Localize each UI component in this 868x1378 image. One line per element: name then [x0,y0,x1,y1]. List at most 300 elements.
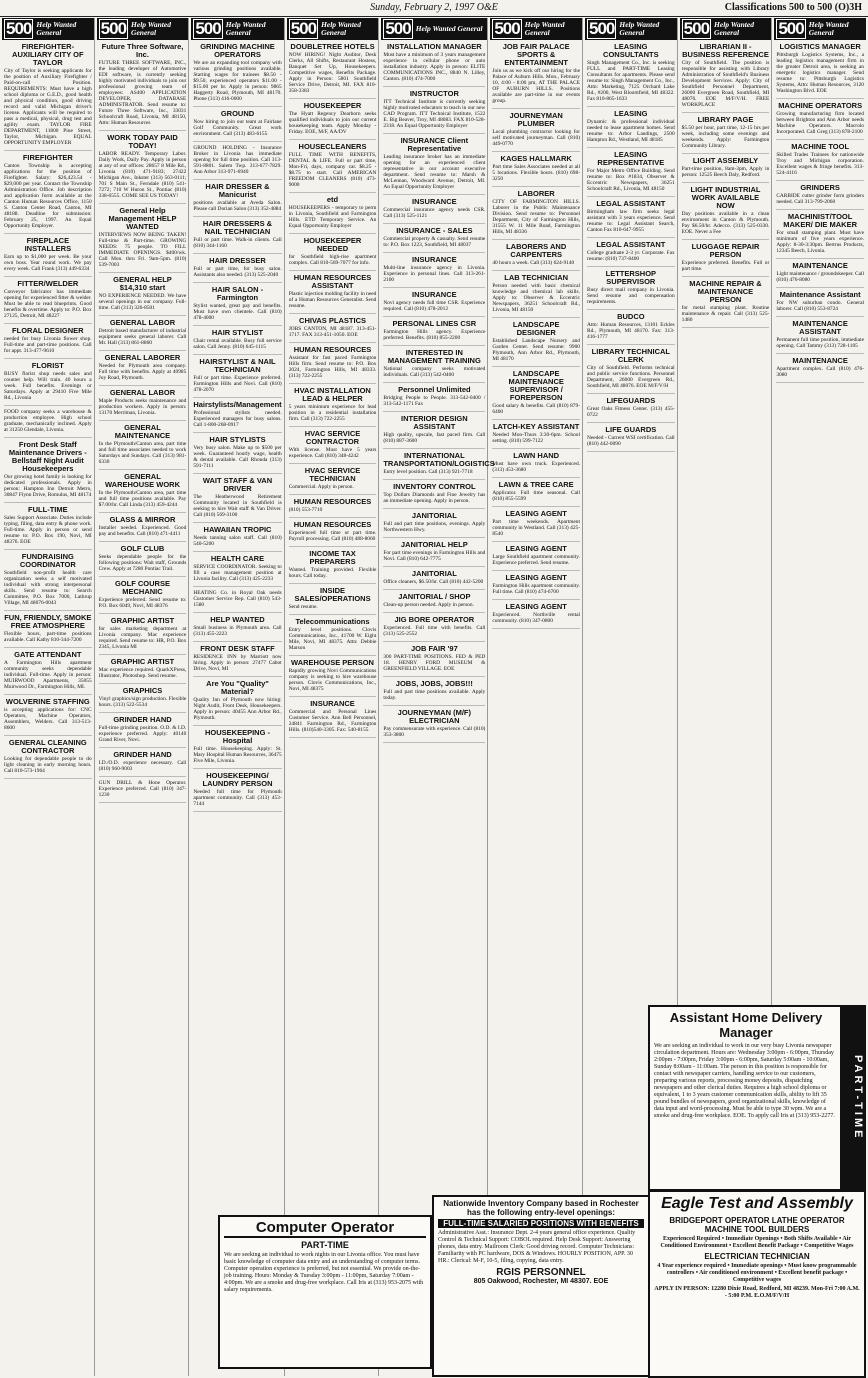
classified-ad [193,145,281,180]
ad-text: Seeks dependable people for the following positions: Wait staff, Grounds Crew. Apply at 7280 Pontiac Trail. [98,554,187,572]
classified-ad [193,590,281,613]
classified-ad [383,43,485,87]
ad-heading: LABORER [517,189,555,198]
classified-ad [776,357,864,383]
classified-ad [383,512,485,538]
ad-heading: INSTALLATION MANAGER [386,42,482,51]
classified-ad [587,397,675,423]
column-4 [287,18,380,1376]
ad-heading: INTERNATIONAL TRANSPORTATION/LOGISTICS [383,451,495,468]
classified-ad [492,574,580,600]
ad-heading: INSURANCE [310,699,355,708]
ad-text: Singh Management Co., Inc. is seeking FULL and PART-TIME Leasing Consultants for apartments. Please send resume to: Singh Management Co., Inc., Attn: Marketing, 7125 Orchard Lake Rd., #200, West Bloomfield, MI 48322. Fax 810-865-1633 [587,60,675,102]
section-label: Help Wanted General [321,20,361,37]
classified-ad [193,329,281,355]
ad-heading: LAB TECHNICIAN [504,273,569,282]
ad-text: Bridging People to People. 313-542-0400 / 313-542-1171 Fax [383,395,486,407]
classified-ad [99,473,187,513]
ad-heading: INSIDE SALES/OPERATIONS [294,586,371,603]
classified-ad [289,618,377,656]
ad-text: Full-time grinding position. O.D. & I.D. experience preferred. Apply: 40140 Grand River, Novi. [98,725,187,743]
ad-heading: LIGHT ASSEMBLY [692,156,759,165]
ad-title: Assistant Home Delivery Manager [669,1010,823,1040]
classified-ad [383,198,485,224]
ad-heading: GRINDING MACHINE OPERATORS [200,42,275,59]
section-number: 500 [494,19,520,38]
classified-ad [776,184,864,210]
ad-heading: GOLF COURSE MECHANIC [114,579,170,596]
ad-heading: HOUSEKEEPING/ LAUNDRY PERSON [202,771,273,788]
ad-heading: HVAC SERVICE CONTRACTOR [304,429,361,446]
ad-subtitle: PART-TIME [301,1240,349,1250]
classified-ad [383,616,485,642]
ad-heading: LIBRARY PAGE [697,115,754,124]
ad-heading: GATE ATTENDANT [14,650,82,659]
classified-ad [383,386,485,412]
classified-ad [289,700,377,738]
classified-ad [289,196,377,234]
ad-heading: HAIR DRESSERS & NAIL TECHNICIAN [202,219,273,236]
classified-ad [492,481,580,507]
section-label: Help Wanted General [225,20,266,37]
ad-heading: GRAPHIC ARTIST [110,657,175,666]
ad-heading: Future Three Software, Inc. [101,42,184,59]
ad-heading: GROUND [220,109,255,118]
section-header [191,18,283,40]
ad-text: With license. Must have 5 years experience. Call (810) 348-4242 [288,447,377,459]
ad-heading: GRINDERS [800,183,840,192]
classified-ad [193,477,281,523]
ad-title: Computer Operator [224,1219,426,1238]
ad-text: Farmington Hills apartment community. Full time. Call (810) 474-6700 [492,583,580,595]
ad-heading: DOUBLETREE HOTELS [290,42,375,51]
classified-ad [289,274,377,314]
classified-ad [4,280,92,324]
ad-text: Multi-line insurance agency in Livonia. Experience in personal lines. Call 313-261-2100 [383,265,486,283]
ad-text: Local plumbing contractor looking for self motivated journeyman. Call (810) 449-0770 [492,129,580,147]
classified-ad [289,387,377,427]
ad-text: Part-time position, 8am-3pm, Apply in person: 12525 Beech Daly, Redford. [681,166,770,178]
section-label: Help Wanted General [36,20,77,37]
classified-ad [193,616,281,642]
classified-ad [492,43,580,109]
classified-ad [776,43,864,99]
ad-heading: MACHINE TOOL [791,142,850,151]
classified-ad [289,430,377,464]
ad-text: CARBIDE cutter grinder form grinders needed. Call 313-799-2060 [776,193,864,205]
ad-text: For Major Metro Office Building. Send resume to: Box #1834, Observer & Eccentric Newspapers, 36251 Schoolcraft Rd., Livonia, MI 48150 [587,168,675,192]
ad-heading: INSTRUCTOR [409,89,459,98]
ad-heading: HAIR STYLISTS [209,435,266,444]
ad-text: SERVICE COORDINATOR. Seeking to fill a case management position at Livonia facility. Call (313) 425-2233 [193,564,282,582]
ad-apply: APPLY IN PERSON: 12280 Dixie Road, Redford, MI 48239. Mon-Fri 7:00 A.M. - 5:00 P.M. E.O.M/F/V/H [654,1286,860,1299]
ad-heading: LEASING CONSULTANTS [603,42,659,59]
classified-ad [193,358,281,398]
ad-text: Person needed with basic chemical knowledge and chemical lab skills. Apply to: Observer & Eccentric Newspapers, 36251 Schoolcraft Rd., Livonia, MI 48150 [492,283,580,313]
classified-ad [383,645,485,677]
ad-text: Top Dollars Diamonds and Fine Jewelry has an immediate opening. Apply in person. [383,492,486,504]
ad-text: NOW HIRING! Night Auditor, Desk Clerks, All Shifts, Restaurant Hostess, Banquet Set Up, Housekeepers. Competitive wages, Benefits Package. Apply in Person: 5801 Southfield Service Drive, Detroit, MI. FAX 810-358-3383 [288,52,377,94]
ad-text: City of Southfield. The position is responsible for assisting with Library Administration of Southfield's Business Development Services. Apply: City of Southfield Personnel Department, 26000 Evergreen Road, Southfield, MI 48076. EOE M/F/V/H. FREE WORKPLACE [681,60,770,108]
classified-ad [383,570,485,590]
ad-text: Full and part time positions, evenings. Apply Northwestern Hwy. [383,521,486,533]
ad-heading: Hairstylists/Management [193,400,282,409]
ad-heading: HVAC INSTALLATION LEAD & HELPER [294,386,371,403]
classified-ad [4,553,92,611]
classified-ad [492,190,580,240]
ad-text: HOUSEKEEPERS - temporary to perm in Livonia, Southfield and Farmington Hills. ETD Temporary Service. An Equal Opportunity Employer [288,205,377,229]
classified-ad [4,698,92,736]
ad-heading: LEGAL ASSISTANT [596,199,666,208]
section-number: 500 [589,19,615,38]
classified-ad [682,280,770,328]
classified-ad [99,617,187,655]
ad-text: The Heatherwood Retirement Community located in Southfield is seeking to hire Wait staff & Van Driver. Call (810) 569-3100 [193,494,282,518]
ad-heading: FIREFIGHTER-AUXILIARY CITY OF TAYLOR [12,42,84,67]
assistant-delivery-manager-ad [648,1005,866,1191]
classified-ad [193,257,281,283]
classified-ad [289,587,377,615]
ad-text: GUN DRILL & Hone Operator. Experience preferred. Call (810) 347-1230 [98,780,187,798]
classified-ad [193,555,281,587]
classified-ad [383,349,485,383]
ad-text: Vinyl graphics/sign production. Flexible hours. (313) 522-5534 [98,696,187,708]
ad-heading: JANITORIAL [411,569,457,578]
ad-text: Needed Mon-Thurs 3:30-6pm. School setting. (810) 599-7122 [492,432,580,444]
ad-text: Wanted. Training provided. Flexible hours. Call today. [288,567,377,579]
ad-heading: HOUSEKEEPING - Hospital [204,728,270,745]
ad-heading: Telecommunications [295,617,370,626]
ad-heading: Are You "Quality" Material? [206,679,269,696]
ad-text: I.D./O.D. experience necessary. Call (810) 960-9003 [98,760,187,772]
classified-ad [492,274,580,318]
ad-text: Full or part time, for busy salon. Assistants also needed. (313) 525-2040 [193,266,282,278]
ad-text: National company seeks motivated individuals. Call (313) 542-0400 [383,366,486,378]
ad-heading: Front Desk Staff Maintenance Drivers - Bellstaff Night Audit Housekeepers [8,440,87,473]
ad-heading: CHIVAS PLASTICS [299,316,366,325]
ad-text: For small stamping plant. Must have minimum of five years experience. Apply: 8-30-3:30pm. Bertrus Products, 12345 Beech, Livonia. [776,230,864,254]
classified-ad [99,424,187,470]
ad-text: Experienced. Northville rental community. (810) 347-0800 [492,612,580,624]
classified-ad [99,580,187,614]
column-5 [381,18,495,1376]
classified-ad [193,772,281,812]
ad-body: Administrative Asst.: Insurance Dept. 2-4 years general office experience. Quality Control & Technical Support: COBOL required. Help Desk Support: Answering phones, data entry. Mailroom Clerk: Good driving record. Computer Technicians: Familiarity with PC hardware, DOS & Windows. HOURLY POSITION, APP. 30 HR.: Clerical: M-F, 10-5, filing, copying, data entry. [438,1230,636,1264]
ad-heading: HUMAN RESOURCES ASSISTANT [293,273,372,290]
classified-ad [193,220,281,254]
nationwide-inventory-ad [432,1195,650,1377]
section-number: 500 [290,19,317,38]
ad-text: Pay commensurate with experience. Call (810) 353-3800 [383,726,486,738]
classified-ad [193,110,281,142]
ad-heading: MAINTENANCE ASSISTANT [792,319,848,336]
classified-ad [492,452,580,478]
ad-heading: FITTER/WELDER [17,279,79,288]
ad-text: Commercial insurance agency needs CSR. Call (313) 525-1121 [383,207,486,219]
ad-heading: LAWN & TREE CARE [498,480,574,489]
ad-heading: LUGGAGE REPAIR PERSON [691,242,760,259]
ad-text: Join us as we kick off our hiring for the Palace of Auburn Hills. Mon., February 10, 4:00 - 8:00 pm, AT THE PALACE OF AUBURN HILLS. Positions available are part-time in our events group. [492,68,580,104]
ad-heading: HUMAN RESOURCES [293,497,372,506]
ad-text: Mac experience required. QuarkXPress, Illustrator, Photoshop. Send resume. [98,667,187,679]
classified-ad [193,526,281,552]
column-2 [97,18,190,1376]
ad-text: A Farmington Hills apartment community seeks dependable individual. Full-time. Apply in person: MUIRWOOD Apartments, 35055 Muirwood Dr., Farmington Hills, MI. [4,660,92,690]
classified-ad [587,426,675,452]
ad-text: Pittsburgh Logistics Systems, Inc., a leading logistics management firm in the greater Detroit area, is seeking an energetic logistics manager. Send resume to: Pittsburgh Logistics Systems, Attn: Human Resources, 3120 Washington Blvd. EOE [776,52,864,94]
ad-heading: General Help Management HELP WANTED [108,206,177,231]
ad-text: BUSY florist shop needs sales and counter help. Will train. 40 hours a week. Full benefits. Evenings or Saturdays. Apply at 29410 Five Mile Rd., Livonia [4,371,92,401]
classified-ad [383,680,485,706]
ad-text: Experienced. Full time with benefits. Call (313) 525-2552 [383,625,486,637]
classified-ad [383,451,495,480]
classified-ad [4,651,92,695]
classified-ad [383,227,485,253]
ad-heading: FULL-TIME [28,505,68,514]
ad-text: Part time Sales Associates needed at all 5 locations. Flexible hours. (810) 698-3250 [492,164,580,182]
ad-text: Farmington Hills agency. Experience preferred. Benefits. (810) 855-2200 [383,329,486,341]
ad-heading: HELP WANTED [210,615,265,624]
classified-ad [4,441,92,503]
classified-ad [587,313,675,345]
ad-text: Attn: Human Resources, 13101 Eckles Rd., Plymouth, MI 48170. Fax: 313-416-1777 [587,322,675,340]
classified-ad [383,593,485,613]
classified-ad [383,137,485,195]
ad-heading: FIREFIGHTER [22,153,73,162]
ad-text: Applicator. Full time seasonal. Call (810) 855-5599 [492,490,580,502]
classified-ad [4,614,92,648]
masthead-section: Classifications 500 to 500 (O)3H [724,2,862,13]
ad-heading: HUMAN RESOURCES [293,345,372,354]
classified-ad [383,709,485,743]
ad-heading: LEASING AGENT [505,544,567,553]
ad-heading: LIFE GUARDS [605,425,657,434]
ad-heading: GLASS & MIRROR [109,515,176,524]
classified-ad [289,237,377,271]
ad-text: Large Southfield apartment community. Experience preferred. Send resume. [492,554,580,566]
ad-heading: LATCH-KEY ASSISTANT [492,422,580,431]
section-header [287,18,379,40]
classified-ad [99,354,187,386]
section-number: 500 [100,19,127,38]
ad-text: (810) 553-7710 [288,507,323,513]
classified-ad [99,751,187,777]
ad-heading: LANDSCAPE MAINTENANCE SUPERVISOR / FOREPERSON [508,369,564,402]
ad-text: City of Southfield. Performs technical and public service functions. Personnel Department, 26000 Evergreen Rd., Southfield, MI 48076. EOE M/F/V/H [587,365,675,389]
ad-text: for sales marketing department at Livonia company. Mac experience required. Send resume to: HR, P.O. Box 2345, Livonia MI [98,626,187,650]
classified-ad [99,207,187,273]
ad-text: for Southfield high-rise apartment complex. Call 810-569-7077 for info. [288,254,377,266]
section-number: 500 [385,19,411,38]
ad-list: Experienced Required • Immediate Openings • Both Shifts Available • Air Conditioned Environment • Excellent Benefit Package • Competitive Wages [660,1236,854,1249]
section-header [490,18,582,40]
classified-ad [492,155,580,187]
classified-ad [99,43,187,131]
ad-heading: Personnel Unlimited [398,385,471,394]
classified-ad [383,320,485,346]
classified-ad [4,154,92,234]
ad-heading: HOUSEKEEPER [303,101,362,110]
classified-ad [99,134,187,204]
ad-heading: LETTERSHOP SUPERVISOR [605,269,657,286]
ad-heading: GRAPHICS [122,686,163,695]
classified-ad [587,200,675,238]
ad-heading: LIBRARY TECHNICAL CLERK [591,347,670,364]
classified-ad [383,415,485,449]
ad-text: HEATING Co. in Royal Oak needs Customer Service Rep. Call (810) 543-1580 [193,590,282,608]
section-label: Help Wanted General [714,20,754,37]
classified-ad [682,43,770,113]
section-header [2,18,94,40]
ad-text: positions available at Aveda Salon. Please call Dorian Salon (313) 352-4884 [193,200,282,212]
ad-body: We are seeking an individual to work nights in our Livonia office. You must have basic knowledge of computer data entry and an understanding of computer terms. Computer operation experience is preferred, but not essential. We provide on-the-job training. Hours: Monday & Tuesday 3:00pm - 11:00pm, Saturday 7:00am - 4:00pm. We are a smoke and drug-free workplace. Call Iris at (313) 953-2075 with salary requirements. [224,1252,424,1293]
classified-ad [587,43,675,107]
ad-text: High quality, upscale, fast paced firm. Call (810) 887-3600 [383,432,486,444]
ad-heading: INSURANCE - SALES [396,226,473,235]
ad-heading: LEGAL ASSISTANT [596,240,666,249]
ad-heading: GRINDER HAND [113,750,172,759]
classified-ad [776,213,864,259]
section-label: Help Wanted General [415,24,483,33]
ad-text: Leading insurance broker has an immediate opening for an experienced client representative in our account executive department. Send resume to: Marsh & McLennan, Woodward Avenue, Detroit, MI. An Equal Opportunity Employer [383,154,486,190]
classified-ad [193,729,281,769]
section-number: 500 [6,19,32,38]
ad-heading: FUN, FRIENDLY, SMOKE FREE ATMOSPHERE [4,613,92,630]
ad-text: Full time. Housekeeping. Apply: St. Mary Hospital Human Resources, 36475 Five Mile, Livonia. [193,746,282,764]
ad-heading: FRONT DESK STAFF [200,644,275,653]
ad-text: GROUND HOLDING - Insurance Broker in Livonia has immediate opening for full time position. Call 313-591-8801. Salem Twp. 313-677-7829. Ann Arbor 313-971-6940 [193,145,282,175]
ad-text: Professional stylists needed. Experienced managers for busy salons. Call 1-800-268-0917 [193,410,282,428]
ad-text: Growing manufacturing firm located between Brighton and Ann Arbor needs Machine Operators. Macrolo Incorporated. Call Greg (313) 878-2100 [776,111,864,135]
ad-text: NO EXPERIENCE NEEDED. We have several openings in our company. Full-time. Call (313) 326-8501 [98,293,187,311]
eagle-test-and-assembly-ad [648,1190,866,1378]
company-address: 805 Oakwood, Rochester, MI 48307. EOE [473,1278,609,1285]
ad-text: Birmingham law firm seeks legal assistant with 3 years experience. Send resume to: Legal Assistant Search, Canton Fax 810-647-9955 [587,209,675,233]
ad-heading: LEASING [614,109,648,118]
ad-heading: GENERAL MAINTENANCE [114,423,171,440]
classified-ad [492,510,580,542]
ad-text: For part time evenings in Farmington Hills and Novi. Call (810) 642-7775 [383,550,486,562]
classified-ad [383,90,485,134]
ad-heading: Maintenance Assistant [779,290,861,299]
section-label: Help Wanted General [808,20,849,37]
ad-text: Earn up to $1,000 per week. Be your own boss. Year round work. We pay every week. Call Frank (313) 449-6334 [4,254,92,272]
ad-heading: GRAPHIC ARTIST [110,616,175,625]
masthead-date: Sunday, February 2, 1997 O&E [370,2,498,13]
section-header [680,18,772,40]
ad-text: Established Landscape Nursery and Garden Center. Send resume: 9900 Plymouth, Ann Arbor Rd., Plymouth, MI 48170 [492,338,580,362]
classified-ad [4,237,92,277]
ad-heading: LOGISTICS MANAGER [779,42,861,51]
ad-text: Full or part time. Experience preferred. Farmington Hills and Novi. Call (810) 478-2070 [193,375,282,393]
classified-ad [4,43,92,151]
ad-text: For NW suburban condo. General laborer. Call (810) 553-8724 [776,300,864,312]
ad-heading: INVENTORY CONTROL [393,482,476,491]
classified-ad [492,423,580,449]
ad-text: Entry level position. Call (313) 921-7718 [383,469,473,475]
classified-ad [193,436,281,474]
classified-ad [587,348,675,394]
classified-ad [492,243,580,271]
computer-operator-ad [218,1215,432,1369]
ad-subtitle: FULL-TIME SALARIED POSITIONS WITH BENEFITS [438,1219,644,1228]
ad-heading: HOUSECLEANERS [298,142,367,151]
ad-heading: LABORERS AND CARPENTERS [506,242,567,259]
classified-ad [587,151,675,197]
classified-ad [193,286,281,326]
ad-text: Assistant for fast paced Farmington Hills firm. Send resume to: P.O. Box 2024, Farmington Hills, MI 48333. (313) 722-2255 [288,355,377,379]
classified-ad [289,317,377,343]
classified-ad [383,256,485,288]
ad-heading: JIG BORE OPERATOR [394,615,475,624]
ad-heading: GENERAL LABOR [109,318,176,327]
ad-text: Southfield non-profit health care organization seeks a self motivated individual with strong interpersonal skills. Send resume to: Search Committee, P.O. Box 7000, Lathrup Village, MI 48076-0043 [4,570,92,606]
ad-heading: MACHINE OPERATORS [778,101,863,110]
ad-heading: LEASING AGENT [505,602,567,611]
ad-text: is accepting applications for: CNC Operators, Machine Operators, Assemblers, Welders. Call 313-513-8600 [4,707,92,731]
classified-ad [99,687,187,713]
ad-heading: FLORAL DESIGNER [12,326,84,335]
ad-heading: JOB FAIR '97 [410,644,458,653]
classified-ad [289,659,377,697]
ad-heading: GENERAL HELP $14,310 start [113,275,172,292]
ad-text: Entry level positions. Clovis Communications, Inc., 41700 W. Eight Mile, Novi, MI 48375. Attn: Debbie Marson [288,627,377,651]
ad-text: Needed for Plymouth area company. Full time with benefits. Apply at 40985 Joy Road, Plymouth. [98,363,187,381]
ad-text: College graduate 2-3 yr. Corporate. Fax resume: (810) 737-8400 [587,250,675,262]
ad-text: Maple Products seeks maintenance and production workers. Apply in person: 13170 Merriman, Livonia. [98,398,187,416]
classified-ad [99,545,187,577]
section-number: 500 [778,19,804,38]
ad-heading: MACHINIST/TOOL MAKER/ DIE MAKER [783,212,858,229]
section-header [381,18,487,40]
ad-heading: WAIT STAFF & VAN DRIVER [202,476,273,493]
ad-text: Detroit based manufacturer of industrial equipment seeks general laborer. Call Mr. Hall (313) 861-8860 [98,328,187,346]
ad-title-2: ELECTRICIAN TECHNICIAN [704,1252,810,1261]
ad-text: Needed - Current WSI certification. Call (810) 442-0090 [587,435,675,447]
ad-heading: LEASING REPRESENTATIVE [597,150,665,167]
classified-ad [587,270,675,310]
ad-heading: GRINDER HAND [113,715,172,724]
ad-heading: GENERAL WAREHOUSE WORK [104,472,180,489]
ad-text: JOBS CANTON, MI 48187. 313-451-1717. FAX 313-451-1050. EOE [288,326,377,338]
ad-heading: JOBS, JOBS, JOBS!!! [395,679,473,688]
ad-text: Rapidly growing Novi Communications company is seeking to hire warehouse person. Clovis Communications, Inc., Novi, MI 48375 [288,668,377,692]
ad-heading: JANITORIAL [411,511,457,520]
part-time-banner: PART-TIME [840,1007,864,1189]
classified-ad [99,516,187,542]
ad-heading: HAIR STYLIST [211,328,264,337]
ad-text: Send resume. [288,604,318,610]
ad-text: Part time weekends. Apartment community in Westland. Call (313) 425-8540 [492,519,580,537]
classified-ad [289,498,377,518]
classified-ad [193,43,281,107]
ad-heading: HVAC SERVICE TECHNICIAN [304,466,361,483]
classified-ad [776,102,864,140]
classified-ad [289,550,377,584]
ad-heading: LANDSCAPE DESIGNER [512,320,560,337]
ad-text: Flexible hours, part-time positions available. Call Kathy 810-344-7200 [4,631,92,643]
classified-ad [383,291,485,317]
ad-heading: HAWAIIAN TROPIC [203,525,272,534]
section-label: Help Wanted General [131,20,171,37]
ad-heading: GENERAL LABORER [104,353,181,362]
ad-heading: JANITORIAL / SHOP [398,592,471,601]
ad-text: Quality Inn of Plymouth now hiring: Night Audit, Front Desk, Housekeepers. Apply in person: 40455 Ann Arbor Rd., Plymouth. [193,697,282,721]
ad-text: for metal stamping plant. Routine maintenance & repair. Call (313) 525-1480 [681,305,770,323]
ad-text: Good salary & benefits. Call (810) 879-6400 [492,403,580,415]
ad-heading: FIREPLACE INSTALLERS [24,236,72,253]
ad-text: City of Taylor is seeking applicants for the position of Auxiliary Firefighter / Paid-on-call Position. REQUIREMENTS: Must have a high school diploma or G.E.D., good health and physical condition, good driving record and valid Michigan driver's license. Applicants will be required to pass a medical, physical, drug test and agility exam. TAYLOR FIRE DEPARTMENT, 11800 Pine Street, Taylor, Michigan. EQUAL OPPORTUNITY EMPLOYER [4,68,92,146]
